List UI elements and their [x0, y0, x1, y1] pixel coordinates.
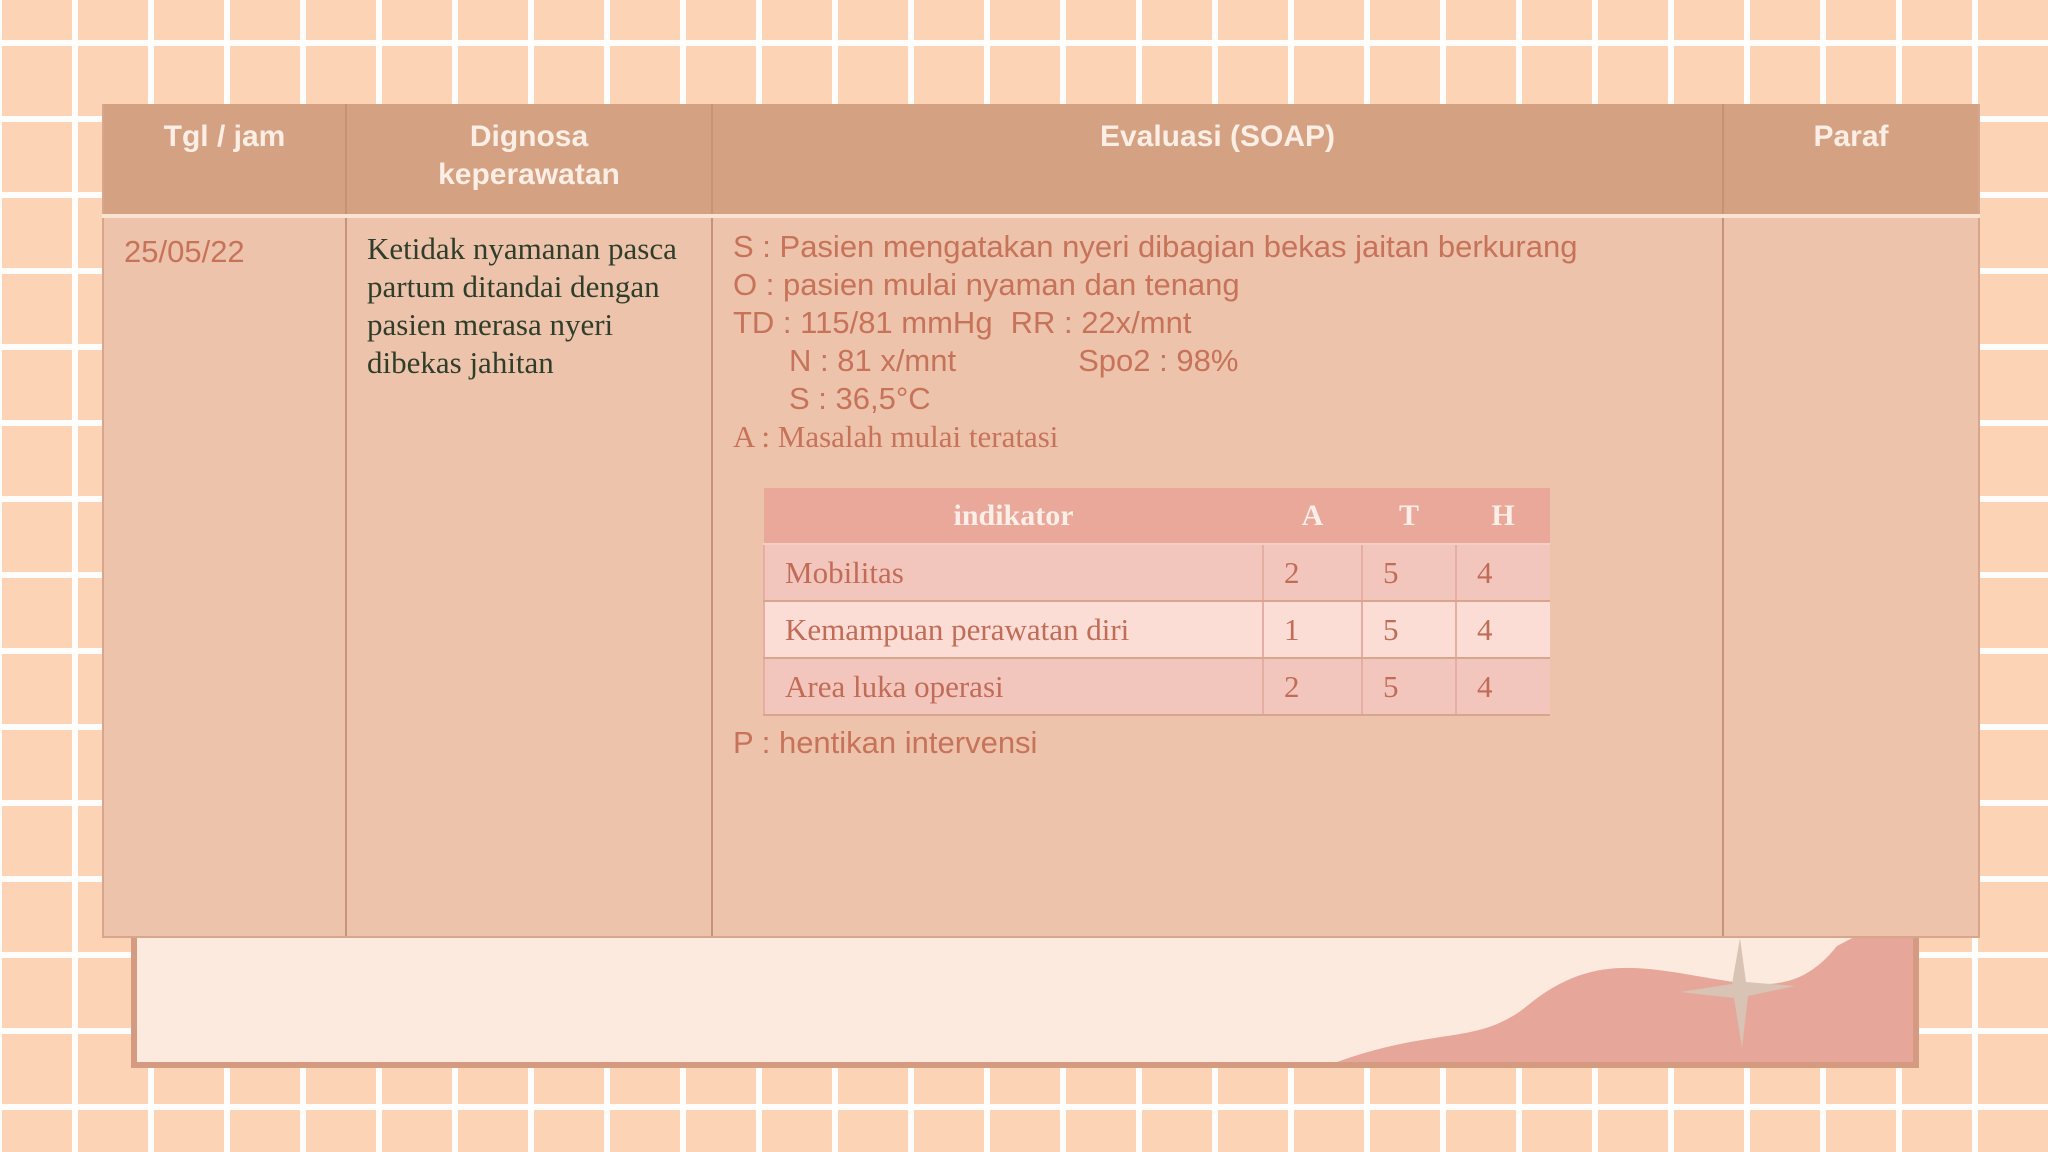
date-cell: [103, 216, 346, 937]
date-value: 25/05/22: [124, 234, 245, 269]
header-date: Tgl / jam: [103, 104, 346, 216]
indicator-a: 2: [1263, 658, 1362, 715]
indicator-h: 4: [1456, 544, 1550, 601]
indicator-header-name: indikator: [764, 488, 1263, 544]
indicator-h: 4: [1456, 658, 1550, 715]
header-diagnosis: [346, 104, 712, 216]
assessment-line: A : Masalah mulai teratasi: [733, 419, 1059, 454]
soap-evaluation: [713, 218, 1722, 762]
indicator-name: Mobilitas: [764, 544, 1263, 601]
nursing-evaluation-table: [102, 104, 1980, 938]
indicator-row: [764, 601, 1550, 658]
indicator-header-row: [764, 488, 1550, 544]
indicator-h: 4: [1456, 601, 1550, 658]
table-row: [103, 216, 1979, 937]
indicator-table: [763, 488, 1550, 716]
evaluation-cell: [712, 216, 1723, 937]
indicator-header-h: H: [1456, 488, 1550, 544]
header-evaluation: Evaluasi (SOAP): [712, 104, 1723, 216]
indicator-name: Area luka operasi: [764, 658, 1263, 715]
n-value: N : 81 x/mnt: [789, 343, 957, 378]
indicator-a: 1: [1263, 601, 1362, 658]
spo2-value: Spo2 : 98%: [1078, 343, 1239, 378]
rr-value: RR : 22x/mnt: [1010, 305, 1192, 340]
sparkle-icon: [1680, 938, 1800, 1048]
indicator-row: [764, 544, 1550, 601]
vitals-line-1: [733, 304, 1722, 342]
diagnosis-text: Ketidak nyamanan pasca partum ditandai dengan pasien merasa nyeri dibekas jahitan: [367, 231, 677, 380]
indicator-header-t: T: [1362, 488, 1456, 544]
indicator-name: Kemampuan perawatan diri: [764, 601, 1263, 658]
vitals-line-2: [733, 342, 1722, 380]
indicator-t: 5: [1362, 658, 1456, 715]
indicator-t: 5: [1362, 601, 1456, 658]
indicator-t: 5: [1362, 544, 1456, 601]
header-row: [103, 104, 1979, 216]
header-diagnosis-label: Dignosa keperawatan: [438, 120, 620, 191]
header-signature: Paraf: [1723, 104, 1979, 216]
td-value: TD : 115/81 mmHg: [733, 305, 993, 340]
signature-cell: [1723, 216, 1979, 937]
objective-line: O : pasien mulai nyaman dan tenang: [733, 267, 1240, 302]
indicator-header-a: A: [1263, 488, 1362, 544]
diagnosis-cell: [346, 216, 712, 937]
temperature-line: S : 36,5°C: [789, 381, 931, 416]
indicator-row: [764, 658, 1550, 715]
plan-line: P : hentikan intervensi: [733, 725, 1038, 760]
indicator-a: 2: [1263, 544, 1362, 601]
subjective-line: S : Pasien mengatakan nyeri dibagian bekas jaitan berkurang: [733, 229, 1578, 264]
